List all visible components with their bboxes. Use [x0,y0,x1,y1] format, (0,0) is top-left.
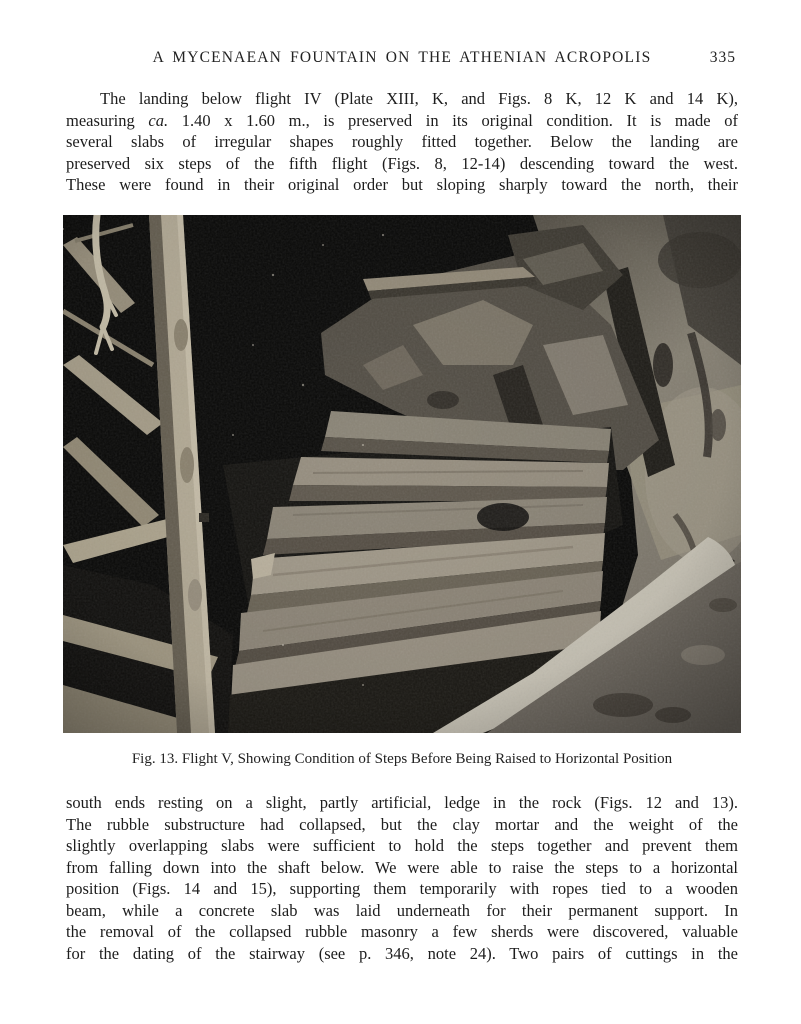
running-head [66,49,738,69]
text-line: south ends resting on a slight, partly artificial, ledge in the rock (Figs. 12 and 13). [66,793,738,812]
text-line: for the dating of the stairway (see p. 346, note 24). Two pairs of cuttings in the [66,943,738,963]
text-line: The rubble substructure had collapsed, but the clay mortar and the weight of the [66,814,738,834]
text-segment-italic: ca. [148,110,169,130]
text-line: These were found in their original order but sloping sharply toward the north, their [66,175,738,195]
text-line: from falling down into the shaft below. We were able to raise the steps to a horizontal [66,857,738,877]
page-number: 335 [709,49,736,66]
paragraph-below-figure [66,792,738,964]
text-line [66,110,738,132]
excavation-photo-svg [63,215,741,733]
vignette-overlay [63,215,741,733]
text-line: the removal of the collapsed rubble masonry a few sherds were discovered, valuable [66,922,738,942]
text-segment: 1.40 x 1.60 m., is preserved in its original condition. It is made of [168,110,738,130]
figure-caption: Fig. 13. Flight V, Showing Condition of Steps Before Being Raised to Horizontal Position [131,751,673,767]
figure-13-photograph [63,215,741,733]
text-line: slightly overlapping slabs were sufficient to hold the steps together and prevent them [66,836,738,856]
text-segment: measuring [66,110,149,130]
paragraph-above-figure [66,88,738,196]
text-line: several slabs of irregular shapes roughly fitted together. Below the landing are [66,132,738,152]
text-line: position (Figs. 14 and 15), supporting them temporarily with ropes tied to a wooden [66,879,738,899]
page-title: A MYCENAEAN FOUNTAIN ON THE ATHENIAN ACROPOLIS [152,49,652,66]
text-line: The landing below flight IV (Plate XIII, K, and Figs. 8 K, 12 K and 14 K), [100,89,738,108]
text-line: preserved six steps of the fifth flight (Figs. 8, 12-14) descending toward the west. [66,153,738,173]
text-line: beam, while a concrete slab was laid underneath for their permanent support. In [66,900,738,920]
